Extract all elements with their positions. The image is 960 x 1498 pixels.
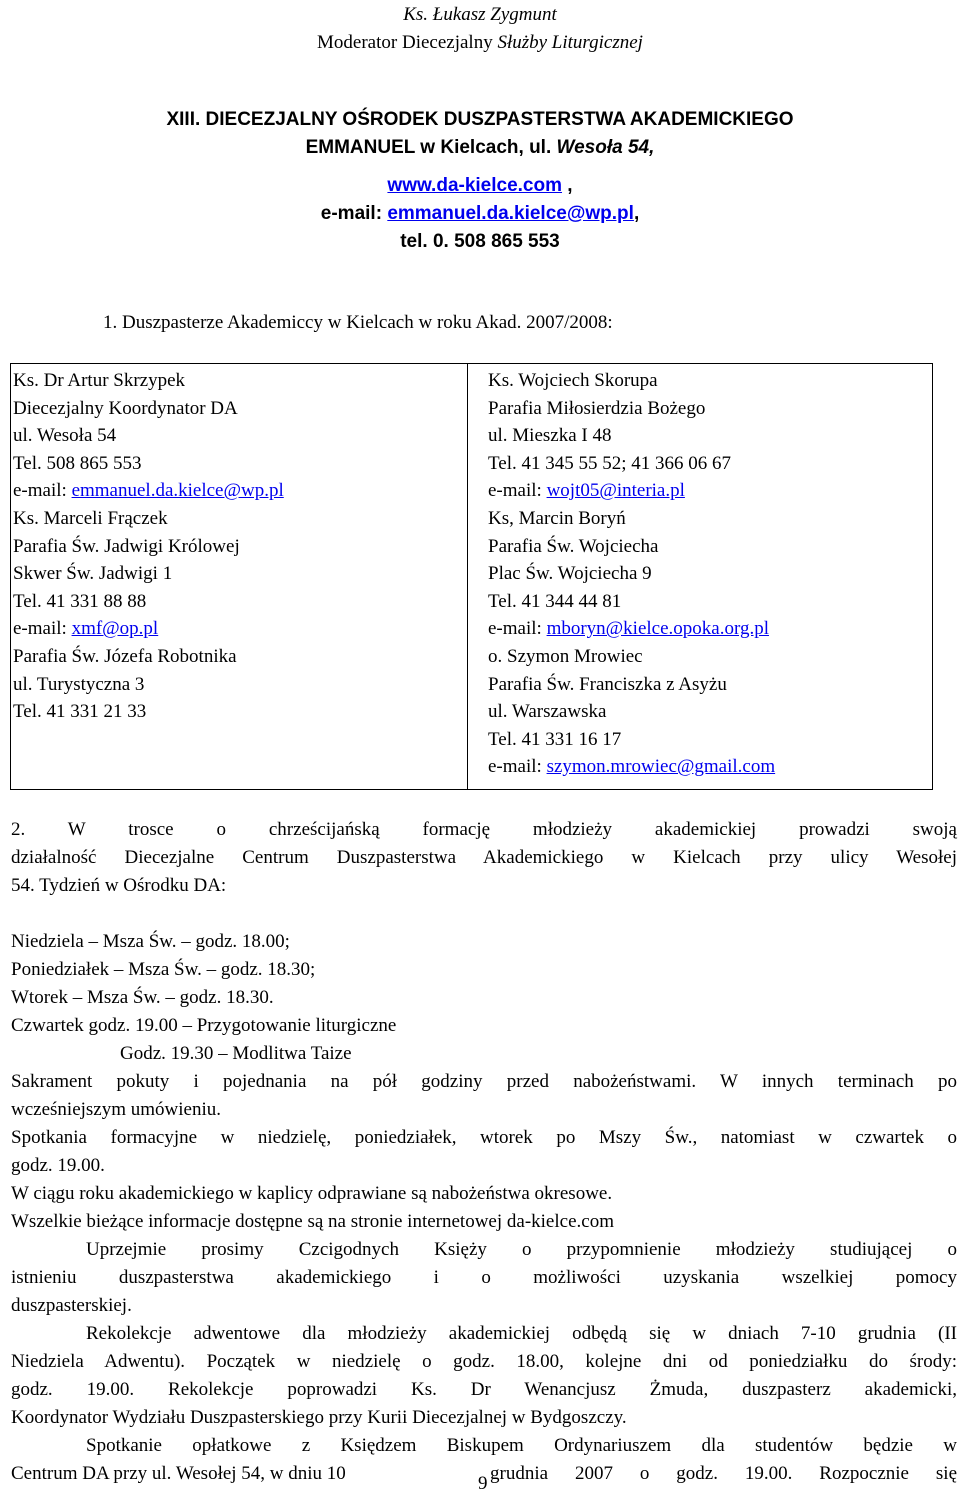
contact-email-link[interactable]: wojt05@interia.pl [546, 480, 685, 502]
contact-line [488, 726, 621, 754]
contact-text: Plac Św. Wojciecha 9 [488, 563, 652, 585]
schedule-tuesday: Wtorek – Msza Św. – godz. 18.30. [11, 987, 274, 1008]
contact-text: Parafia Św. Jadwigi Królowej [13, 535, 240, 557]
contact-text: Tel. 41 331 21 33 [13, 701, 147, 723]
retreat-line4: Koordynator Wydziału Duszpasterskiego przy Kurii Diecezjalnej w Bydgoszczy. [11, 1407, 627, 1428]
contact-line [488, 671, 727, 699]
wafer-line2b: grudnia 2007 o godz. 19.00. Rozpocznie się [490, 1463, 957, 1484]
contacts-right-column [468, 364, 932, 789]
contact-text: Ks. Dr Artur Skrzypek [13, 370, 186, 391]
contact-line [488, 753, 775, 781]
website-line [0, 172, 960, 200]
sacrament-line2: wcześniejszym umówieniu. [11, 1099, 222, 1120]
contact-text: Skwer Św. Jadwigi 1 [13, 563, 173, 585]
contact-text: Tel. 508 865 553 [13, 452, 142, 474]
contact-text: Parafia Miłosierdzia Bożego [488, 397, 706, 419]
contact-text: o. Szymon Mrowiec [488, 646, 643, 667]
section-title-line2 [0, 134, 960, 162]
request-line3: duszpasterskiej. [11, 1295, 132, 1316]
author-role-plain: Moderator Diecezjalny [317, 32, 498, 53]
contact-line [13, 367, 185, 395]
email-line [0, 200, 960, 228]
contact-text: ul. Warszawska [488, 701, 607, 723]
meetings-line1: Spotkania formacyjne w niedzielę, poniedziałek, wtorek po Mszy Św., natomiast w czwartek o [11, 1127, 957, 1148]
wafer-line2a: Centrum DA przy ul. Wesołej 54, w dniu 10 [11, 1463, 346, 1484]
schedule-thursday: Czwartek godz. 19.00 – Przygotowanie liturgiczne [11, 1015, 397, 1036]
email-suffix: , [633, 203, 640, 224]
contact-line [13, 671, 144, 699]
contact-line [13, 450, 142, 478]
contacts-left-column [11, 364, 468, 789]
section-title-bold: EMMANUEL w Kielcach, ul. [305, 137, 557, 158]
contact-text: e-mail: [488, 618, 547, 640]
contact-text: Ks. Marceli Frączek [13, 508, 168, 529]
contact-email-link[interactable]: mboryn@kielce.opoka.org.pl [546, 618, 769, 640]
contact-text: Parafia Św. Franciszka z Asyżu [488, 673, 727, 695]
contact-line [488, 533, 658, 561]
contact-line [488, 477, 685, 505]
contact-line [488, 560, 652, 588]
contact-line [13, 698, 146, 726]
contact-line [488, 505, 626, 533]
contact-text: e-mail: [488, 756, 547, 778]
contact-line [13, 533, 240, 561]
contact-text: Parafia Św. Józefa Robotnika [13, 646, 237, 667]
contact-line [13, 395, 238, 423]
request-line1: Uprzejmie prosimy Czcigodnych Księży o przypomnienie młodzieży studiującej o [86, 1239, 957, 1260]
contact-text: Ks. Wojciech Skorupa [488, 370, 658, 391]
contact-line [13, 615, 158, 643]
website-link[interactable]: www.da-kielce.com [387, 175, 563, 196]
contact-text: Tel. 41 331 88 88 [13, 590, 147, 612]
website-suffix: , [562, 175, 573, 196]
contact-line [13, 588, 146, 616]
page-number: 9 [478, 1473, 488, 1494]
retreat-line1: Rekolekcje adwentowe dla młodzieży akademickiej odbędą się w dniach 7-10 grudnia (II [86, 1323, 957, 1344]
paragraph-2-line3: 54. Tydzień w Ośrodku DA: [11, 875, 227, 896]
contact-line [488, 395, 705, 423]
info-line: Wszelkie bieżące informacje dostępne są na stronie internetowej da-kielce.com [11, 1211, 614, 1232]
contact-text: Ks, Marcin Boryń [488, 508, 626, 529]
subheading: 1. Duszpasterze Akademiccy w Kielcach w roku Akad. 2007/2008: [103, 312, 613, 333]
retreat-line2: Niedziela Adwentu). Początek w niedzielę o godz. 18.00, kolejne dni od poniedziałku do środy: [11, 1351, 957, 1372]
section-title-italic: Wesoła 54, [556, 137, 655, 158]
contact-text: Diecezjalny Koordynator DA [13, 397, 238, 419]
contact-line [488, 615, 769, 643]
phone-line: tel. 0. 508 865 553 [400, 231, 560, 252]
contact-text: Tel. 41 331 16 17 [488, 728, 622, 750]
wafer-line1: Spotkanie opłatkowe z Księdzem Biskupem Ordynariuszem dla studentów będzie w [86, 1435, 957, 1456]
contact-line [488, 422, 611, 450]
author-name: Ks. Łukasz Zygmunt [403, 4, 557, 25]
contact-line [13, 422, 116, 450]
contact-text: ul. Mieszka I 48 [488, 425, 612, 447]
paragraph-2-line1: 2. W trosce o chrześcijańską formację młodzieży akademickiej prowadzi swoją [11, 819, 957, 840]
contact-line [488, 450, 731, 478]
schedule-sunday: Niedziela – Msza Św. – godz. 18.00; [11, 931, 290, 952]
contact-text: e-mail: [13, 618, 72, 640]
contact-text: ul. Turystyczna 3 [13, 673, 145, 695]
contact-line [13, 477, 284, 505]
contact-email-link[interactable]: xmf@op.pl [71, 618, 159, 640]
contact-text: Parafia Św. Wojciecha [488, 535, 659, 557]
meetings-line2: godz. 19.00. [11, 1155, 105, 1176]
contact-line [488, 698, 606, 726]
contact-line [13, 643, 237, 671]
email-label: e-mail: [320, 203, 388, 224]
contact-line [488, 643, 643, 671]
contact-text: Tel. 41 345 55 52; 41 366 06 67 [488, 452, 732, 474]
schedule-thursday-2: Godz. 19.30 – Modlitwa Taize [120, 1043, 352, 1064]
request-line2: istnieniu duszpasterstwa akademickiego i o możliwości uzyskania wszelkiej pomocy [11, 1267, 957, 1288]
contact-text: e-mail: [13, 480, 72, 502]
sacrament-line1: Sakrament pokuty i pojednania na pół godziny przed nabożeństwami. W innych terminach po [11, 1071, 957, 1092]
contact-line [13, 560, 172, 588]
schedule-monday: Poniedziałek – Msza Św. – godz. 18.30; [11, 959, 316, 980]
contact-line [13, 505, 168, 533]
contact-text: e-mail: [488, 480, 547, 502]
contact-line [488, 588, 621, 616]
author-role [0, 29, 960, 57]
contacts-table [10, 363, 933, 790]
retreat-line3: godz. 19.00. Rekolekcje poprowadzi Ks. Dr Wenancjusz Żmuda, duszpasterz akademicki, [11, 1379, 957, 1400]
section-title-line1: XIII. DIECEZJALNY OŚRODEK DUSZPASTERSTWA AKADEMICKIEGO [166, 109, 794, 130]
paragraph-2-line2: działalność Diecezjalne Centrum Duszpasterstwa Akademickiego w Kielcach przy ulicy Wesołej [11, 847, 957, 868]
services-line: W ciągu roku akademickiego w kaplicy odprawiane są nabożeństwa okresowe. [11, 1183, 613, 1204]
author-role-italic: Służby Liturgicznej [497, 32, 643, 53]
contact-email-link[interactable]: szymon.mrowiec@gmail.com [546, 756, 776, 778]
email-link[interactable]: emmanuel.da.kielce@wp.pl [387, 203, 634, 224]
contact-line [488, 367, 658, 395]
contact-text: Tel. 41 344 44 81 [488, 590, 622, 612]
contact-text: ul. Wesoła 54 [13, 425, 117, 447]
contact-email-link[interactable]: emmanuel.da.kielce@wp.pl [71, 480, 284, 502]
